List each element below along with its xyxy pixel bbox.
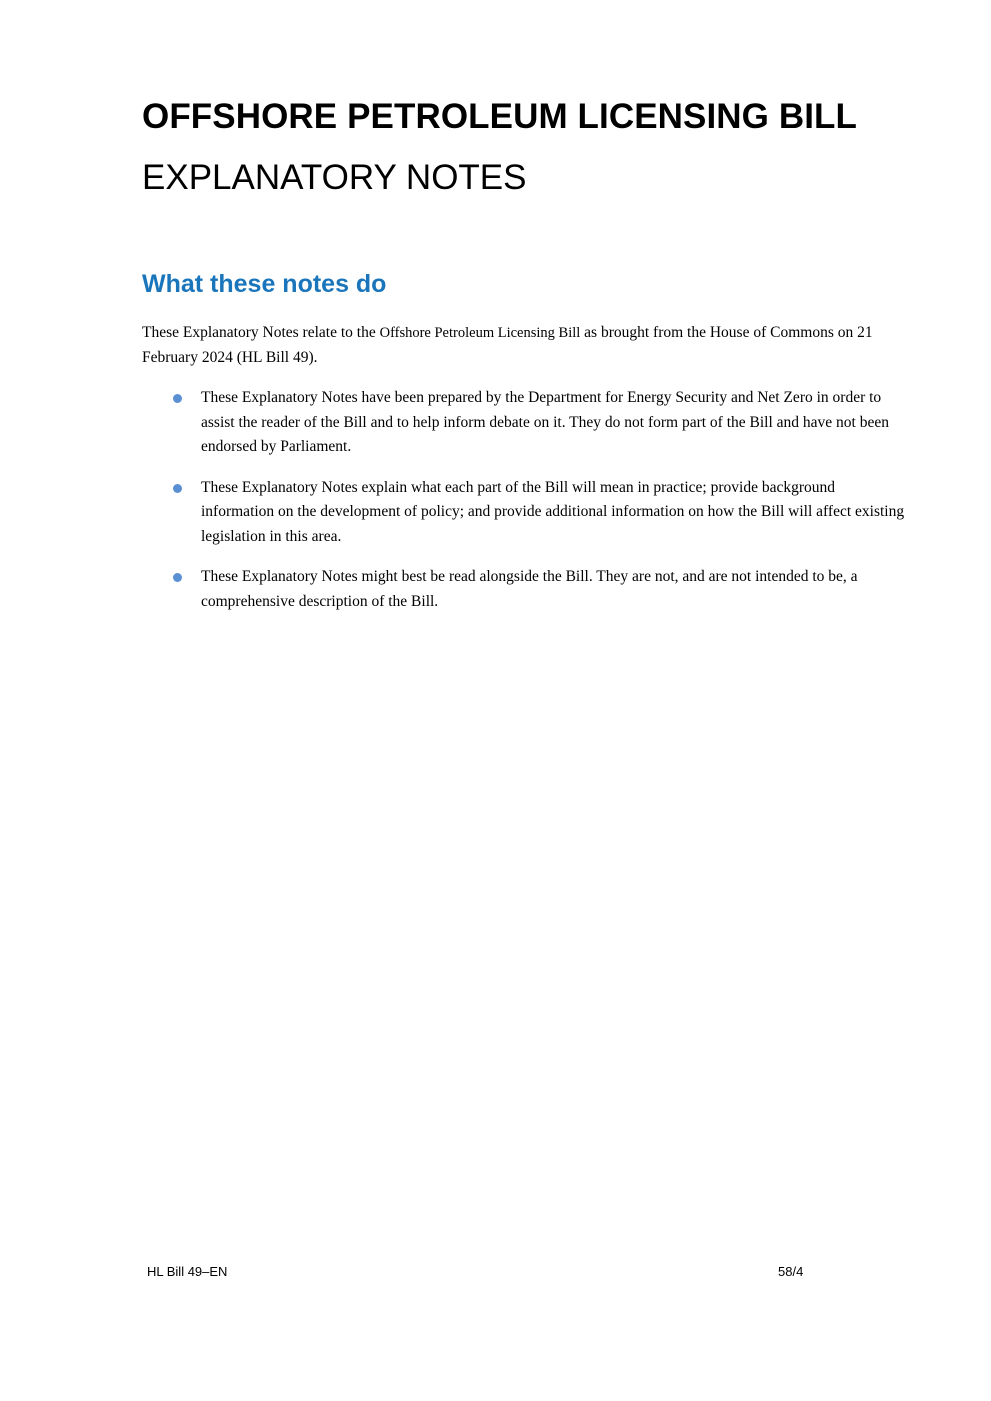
bullet-text: These Explanatory Notes have been prepared by the Department for Energy Security and Net Zero in order to assist the reader of the Bill and to help inform debate on it. They do not form part of the Bill and have not been endorsed by Parliament. (201, 389, 889, 455)
bullet-dot-icon (173, 573, 182, 582)
intro-paragraph (142, 321, 902, 370)
list-item (142, 565, 912, 614)
document-title: OFFSHORE PETROLEUM LICENSING BILL (142, 97, 857, 136)
list-item (142, 386, 912, 460)
list-item (142, 476, 912, 550)
bullet-dot-icon (173, 394, 182, 403)
intro-text-start: These Explanatory Notes relate to the (142, 324, 380, 341)
bullet-list (142, 386, 912, 630)
bullet-text: These Explanatory Notes explain what each part of the Bill will mean in practice; provide background information on the development of policy; and provide additional information on how the Bill will affect existing legislation in this area. (201, 478, 905, 545)
footer-page-code: 58/4 (778, 1264, 804, 1279)
document-subtitle: EXPLANATORY NOTES (142, 158, 527, 197)
intro-text-end: as brought from the House of Commons on 21 February 2024 (HL Bill 49). (142, 324, 873, 366)
intro-bill-name: Offshore Petroleum Licensing Bill (379, 325, 581, 341)
section-heading: What these notes do (142, 270, 387, 298)
bullet-text: These Explanatory Notes might best be read alongside the Bill. They are not, and are not intended to be, a comprehensive description of the Bill. (201, 568, 858, 610)
bullet-dot-icon (173, 484, 182, 493)
footer-bill-reference: HL Bill 49–EN (147, 1264, 228, 1279)
